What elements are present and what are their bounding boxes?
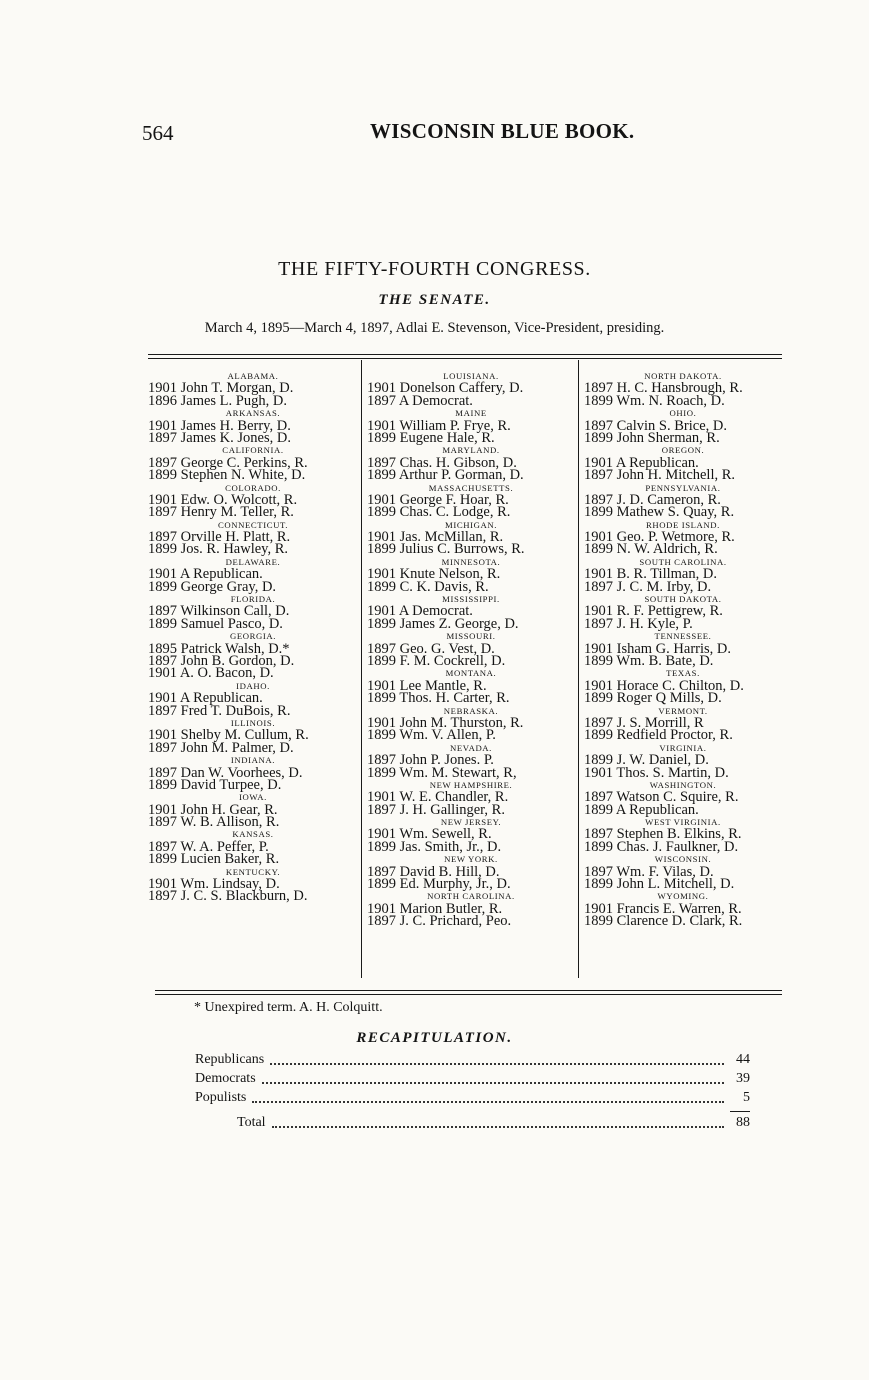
state-heading: COLORADO.	[225, 482, 281, 493]
term-expiry-year: 1901	[584, 900, 613, 917]
term-expiry-year: 1897	[148, 739, 177, 756]
senator-name: Geo. P. Wetmore, R.	[616, 529, 735, 546]
bottom-rule-inner	[155, 994, 782, 995]
senator-name: Clarence D. Clark, R.	[616, 913, 743, 930]
senator-entry	[148, 578, 358, 595]
state-heading: VERMONT.	[658, 705, 708, 716]
senator-entry	[148, 615, 358, 632]
senator-name: Chas. H. Gibson, D.	[399, 454, 517, 471]
senator-name: Eugene Hale, R.	[399, 429, 495, 446]
term-expiry-year: 1897	[584, 863, 613, 880]
senator-name: Shelby M. Cullum, R.	[180, 727, 309, 744]
senator-entry	[584, 615, 782, 632]
senator-entry	[367, 504, 575, 521]
senator-name: A Democrat.	[398, 603, 473, 620]
state-heading: INDIANA.	[230, 755, 276, 766]
state-heading: ARKANSAS.	[225, 408, 281, 419]
senator-name: Lucien Baker, R.	[180, 851, 280, 868]
term-expiry-year: 1897	[367, 801, 396, 818]
term-expiry-year: 1901	[584, 454, 613, 471]
term-expiry-year: 1901	[148, 566, 177, 583]
senator-name: Marion Butler, R.	[399, 900, 503, 917]
senator-name: Wm. F. Vilas, D.	[616, 863, 714, 880]
state-heading: OHIO.	[669, 408, 697, 419]
state-heading: CONNECTICUT.	[217, 519, 289, 530]
term-expiry-year: 1897	[367, 863, 396, 880]
senator-entry	[367, 467, 575, 484]
state-heading: GEORGIA.	[229, 631, 277, 642]
term-expiry-year: 1899	[367, 578, 396, 595]
senator-name: Donelson Caffery, D.	[399, 380, 524, 397]
term-expiry-year: 1897	[148, 529, 177, 546]
term-expiry-year: 1895	[148, 640, 177, 657]
term-expiry-year: 1899	[367, 615, 396, 632]
senator-entry	[584, 764, 782, 781]
senator-name: Thos. H. Carter, R.	[399, 690, 510, 707]
senator-name: Francis E. Warren, R.	[616, 900, 742, 917]
term-expiry-year: 1901	[367, 417, 396, 434]
term-expiry-year: 1897	[148, 764, 177, 781]
senator-name: W. A. Peffer, P.	[180, 838, 269, 855]
senator-entry	[367, 392, 575, 409]
term-expiry-year: 1899	[367, 541, 396, 558]
term-expiry-year: 1901	[148, 876, 177, 893]
term-expiry-year: 1901	[148, 417, 177, 434]
term-expiry-year: 1899	[148, 578, 177, 595]
senator-name: A Republican.	[179, 690, 263, 707]
senator-name: Ed. Murphy, Jr., D.	[399, 876, 511, 893]
state-heading: RHODE ISLAND.	[646, 519, 720, 530]
term-expiry-year: 1899	[367, 652, 396, 669]
senator-name: F. M. Cockrell, D.	[399, 652, 506, 669]
term-expiry-year: 1899	[584, 801, 613, 818]
term-expiry-year: 1899	[367, 764, 396, 781]
senator-name: Roger Q Mills, D.	[616, 690, 722, 707]
senator-name: J. H. Kyle, P.	[616, 615, 693, 632]
senator-name: H. C. Hansbrough, R.	[616, 380, 743, 397]
senator-name: Stephen B. Elkins, R.	[616, 826, 742, 843]
senator-name: George C. Perkins, R.	[180, 454, 308, 471]
state-heading: MISSOURI.	[446, 631, 496, 642]
senator-name: Stephen N. White, D.	[180, 467, 306, 484]
senator-name: J. C. Prichard, Peo.	[399, 913, 512, 930]
state-heading: SOUTH CAROLINA.	[639, 556, 727, 567]
senator-entry	[148, 702, 358, 719]
term-expiry-year: 1901	[148, 801, 177, 818]
state-heading: SOUTH DAKOTA.	[644, 594, 722, 605]
page-number: 564	[142, 121, 174, 145]
state-heading: NORTH CAROLINA.	[427, 891, 515, 902]
senator-name: George Gray, D.	[180, 578, 277, 595]
term-expiry-year: 1897	[367, 913, 396, 930]
state-heading: MARYLAND.	[442, 445, 500, 456]
term-expiry-year: 1899	[584, 392, 613, 409]
senator-name: Watson C. Squire, R.	[616, 789, 739, 806]
term-expiry-year: 1899	[367, 727, 396, 744]
term-expiry-year: 1899	[148, 776, 177, 793]
senator-entry	[584, 578, 782, 595]
senator-name: John M. Palmer, D.	[180, 739, 294, 756]
senator-entry	[584, 541, 782, 558]
term-expiry-year: 1899	[584, 541, 613, 558]
senator-name: John M. Thurston, R.	[399, 714, 524, 731]
term-expiry-year: 1897	[584, 491, 613, 508]
senator-name: John P. Jones. P.	[399, 752, 494, 769]
state-heading: NEW JERSEY.	[440, 817, 502, 828]
senator-name: W. B. Allison, R.	[180, 814, 280, 831]
senator-entry	[367, 801, 575, 818]
state-heading: WYOMING.	[657, 891, 709, 902]
term-expiry-year: 1897	[584, 826, 613, 843]
senator-entry	[367, 727, 575, 744]
senator-entry	[584, 913, 782, 930]
senator-entry	[367, 838, 575, 855]
term-expiry-year: 1897	[584, 714, 613, 731]
recapitulation-heading: RECAPITULATION.	[356, 1030, 513, 1046]
senator-name: Jos. R. Hawley, R.	[180, 541, 289, 558]
senator-name: B. R. Tillman, D.	[616, 566, 717, 583]
state-heading: VIRGINIA.	[659, 742, 707, 753]
state-heading: MONTANA.	[445, 668, 497, 679]
senator-entry	[584, 876, 782, 893]
senator-name: Wm. Lindsay, D.	[180, 876, 280, 893]
recap-value: 5	[743, 1090, 750, 1105]
leader-dots	[262, 1082, 724, 1084]
term-expiry-year: 1897	[584, 380, 613, 397]
section-heading-senate: THE SENATE.	[378, 292, 491, 308]
senator-name: A Republican.	[615, 454, 699, 471]
state-heading: IOWA.	[239, 792, 267, 803]
senators-column-2	[367, 370, 575, 928]
senator-entry	[148, 541, 358, 558]
term-expiry-year: 1897	[584, 789, 613, 806]
senator-name: A. O. Bacon, D.	[179, 665, 274, 682]
term-expiry-year: 1899	[584, 838, 613, 855]
term-expiry-year: 1901	[367, 789, 396, 806]
senator-name: Wm. M. Stewart, R,	[399, 764, 517, 781]
senator-name: John T. Morgan, D.	[180, 380, 294, 397]
state-heading: MISSISSIPPI.	[442, 594, 500, 605]
senator-entry	[584, 504, 782, 521]
senator-name: David B. Hill, D.	[399, 863, 500, 880]
term-line: March 4, 1895—March 4, 1897, Adlai E. Stevenson, Vice-President, presiding.	[204, 320, 665, 336]
term-expiry-year: 1897	[148, 504, 177, 521]
top-rule-inner	[148, 358, 782, 359]
term-expiry-year: 1897	[148, 702, 177, 719]
senator-entry	[367, 690, 575, 707]
term-expiry-year: 1899	[584, 504, 613, 521]
senator-name: John H. Gear, R.	[180, 801, 278, 818]
state-heading: MASSACHUSETTS.	[428, 482, 514, 493]
senator-entry	[367, 764, 575, 781]
senator-name: Samuel Pasco, D.	[180, 615, 283, 632]
senator-entry	[367, 615, 575, 632]
senator-name: Wilkinson Call, D.	[180, 603, 290, 620]
state-heading: NEVADA.	[450, 742, 492, 753]
term-expiry-year: 1899	[367, 690, 396, 707]
term-expiry-year: 1901	[584, 603, 613, 620]
leader-dots	[270, 1063, 724, 1065]
senator-name: Lee Mantle, R.	[399, 677, 487, 694]
term-expiry-year: 1901	[584, 640, 613, 657]
state-heading: NORTH DAKOTA.	[644, 371, 722, 381]
running-title: WISCONSIN BLUE BOOK.	[370, 119, 635, 143]
senator-entry	[148, 504, 358, 521]
term-expiry-year: 1897	[584, 578, 613, 595]
senator-name: Wm. B. Bate, D.	[616, 652, 714, 669]
state-heading: WISCONSIN.	[654, 854, 712, 865]
senator-entry	[367, 541, 575, 558]
term-expiry-year: 1897	[148, 888, 177, 905]
term-expiry-year: 1899	[148, 541, 177, 558]
senator-name: George F. Hoar, R.	[399, 491, 509, 508]
senator-entry	[367, 876, 575, 893]
term-expiry-year: 1899	[367, 838, 396, 855]
term-expiry-year: 1901	[367, 603, 396, 620]
senator-entry	[584, 801, 782, 818]
state-heading: NEBRASKA.	[443, 705, 499, 716]
term-expiry-year: 1897	[148, 454, 177, 471]
senator-entry	[584, 727, 782, 744]
term-expiry-year: 1899	[367, 876, 396, 893]
term-expiry-year: 1901	[584, 677, 613, 694]
senator-name: C. K. Davis, R.	[399, 578, 489, 595]
term-expiry-year: 1897	[367, 640, 396, 657]
bottom-rule-outer	[155, 990, 782, 991]
term-expiry-year: 1901	[584, 529, 613, 546]
state-heading: FLORIDA.	[230, 594, 276, 605]
top-rule-outer	[148, 354, 782, 355]
senator-name: John B. Gordon, D.	[180, 652, 295, 669]
state-heading: MAINE	[455, 408, 487, 419]
senators-column-3	[584, 370, 782, 928]
senator-name: Chas. J. Faulkner, D.	[616, 838, 739, 855]
senator-name: James H. Berry, D.	[180, 417, 291, 434]
state-heading: TEXAS.	[666, 668, 700, 679]
senator-name: J. D. Cameron, R.	[616, 491, 721, 508]
senator-name: John Sherman, R.	[616, 429, 720, 446]
senator-name: A Republican.	[179, 566, 263, 583]
senator-name: J. C. M. Irby, D.	[616, 578, 712, 595]
term-expiry-year: 1899	[584, 652, 613, 669]
senator-name: J. H. Gallinger, R.	[399, 801, 505, 818]
state-heading: ILLINOIS.	[230, 717, 276, 728]
recap-value: 39	[736, 1071, 750, 1086]
state-heading: MINNESOTA.	[441, 556, 501, 567]
senator-entry	[367, 429, 575, 446]
senator-name: Wm. Sewell, R.	[399, 826, 492, 843]
senator-name: Calvin S. Brice, D.	[616, 417, 727, 434]
senator-name: Fred T. DuBois, R.	[180, 702, 291, 719]
senator-entry	[148, 851, 358, 868]
senator-entry	[148, 776, 358, 793]
senator-name: Henry M. Teller, R.	[180, 504, 294, 521]
total-rule	[730, 1111, 750, 1112]
term-expiry-year: 1897	[584, 417, 613, 434]
recap-label: Democrats	[195, 1071, 256, 1086]
senator-name: Julius C. Burrows, R.	[399, 541, 525, 558]
term-expiry-year: 1899	[367, 429, 396, 446]
term-expiry-year: 1901	[367, 380, 396, 397]
term-expiry-year: 1899	[367, 504, 396, 521]
term-expiry-year: 1899	[584, 913, 613, 930]
state-heading: OREGON.	[661, 445, 705, 456]
senator-name: Thos. S. Martin, D.	[616, 764, 729, 781]
state-heading: TENNESSEE.	[654, 631, 712, 642]
senator-entry	[148, 739, 358, 756]
senator-entry	[148, 888, 358, 905]
term-expiry-year: 1901	[367, 900, 396, 917]
term-expiry-year: 1901	[367, 566, 396, 583]
term-expiry-year: 1901	[148, 665, 177, 682]
recap-total-label: Total	[237, 1115, 266, 1130]
term-expiry-year: 1899	[367, 467, 396, 484]
state-heading: WEST VIRGINIA.	[645, 817, 721, 828]
term-expiry-year: 1897	[148, 429, 177, 446]
senator-entry	[367, 913, 575, 930]
state-heading: ALABAMA.	[227, 371, 279, 381]
senator-name: Chas. C. Lodge, R.	[399, 504, 511, 521]
senator-name: J. C. S. Blackburn, D.	[180, 888, 308, 905]
senator-entry	[148, 467, 358, 484]
senator-name: J. S. Morrill, R	[616, 714, 704, 731]
term-expiry-year: 1899	[584, 429, 613, 446]
recap-row-republicans	[195, 1052, 750, 1068]
senator-entry	[584, 392, 782, 409]
term-expiry-year: 1901	[584, 566, 613, 583]
term-expiry-year: 1899	[148, 467, 177, 484]
senator-name: Knute Nelson, R.	[399, 566, 501, 583]
senator-entry	[584, 652, 782, 669]
recap-label: Republicans	[195, 1052, 265, 1067]
recap-value: 44	[736, 1052, 750, 1067]
term-expiry-year: 1899	[148, 615, 177, 632]
term-expiry-year: 1901	[367, 714, 396, 731]
senator-entry	[367, 652, 575, 669]
state-heading: KENTUCKY.	[225, 866, 281, 877]
term-expiry-year: 1901	[148, 690, 177, 707]
term-expiry-year: 1899	[584, 876, 613, 893]
senator-name: James K. Jones, D.	[180, 429, 291, 446]
term-expiry-year: 1901	[367, 677, 396, 694]
recap-row-total	[237, 1115, 750, 1131]
senator-name: Orville H. Platt, R.	[180, 529, 291, 546]
column-divider-2	[578, 360, 579, 978]
senator-entry	[584, 467, 782, 484]
senator-name: A Republican.	[615, 801, 699, 818]
term-expiry-year: 1899	[584, 690, 613, 707]
senator-name: Jas. McMillan, R.	[399, 529, 504, 546]
senator-name: Isham G. Harris, D.	[616, 640, 731, 657]
term-expiry-year: 1897	[367, 752, 396, 769]
senator-name: Wm. V. Allen, P.	[399, 727, 496, 744]
term-expiry-year: 1901	[148, 491, 177, 508]
page-title: THE FIFTY-FOURTH CONGRESS.	[278, 258, 591, 280]
term-expiry-year: 1896	[148, 392, 177, 409]
senator-name: John H. Mitchell, R.	[616, 467, 736, 484]
senator-name: Arthur P. Gorman, D.	[398, 467, 524, 484]
senator-name: Patrick Walsh, D.*	[180, 640, 290, 657]
senator-name: Jas. Smith, Jr., D.	[399, 838, 502, 855]
term-expiry-year: 1899	[584, 752, 613, 769]
term-expiry-year: 1901	[367, 491, 396, 508]
term-expiry-year: 1897	[148, 814, 177, 831]
term-expiry-year: 1897	[584, 467, 613, 484]
senator-name: James Z. George, D.	[399, 615, 519, 632]
senator-entry	[148, 814, 358, 831]
senator-name: William P. Frye, R.	[399, 417, 511, 434]
term-expiry-year: 1901	[148, 727, 177, 744]
recap-row-populists	[195, 1090, 750, 1106]
state-heading: WASHINGTON.	[649, 779, 717, 790]
senator-name: W. E. Chandler, R.	[399, 789, 509, 806]
term-expiry-year: 1897	[148, 838, 177, 855]
senator-name: Geo. G. Vest, D.	[399, 640, 495, 657]
senator-entry	[148, 392, 358, 409]
senator-entry	[584, 690, 782, 707]
term-expiry-year: 1899	[148, 851, 177, 868]
senator-entry	[148, 665, 358, 682]
senator-entry	[584, 429, 782, 446]
state-heading: IDAHO.	[236, 680, 270, 691]
senator-entry	[367, 578, 575, 595]
term-expiry-year: 1901	[367, 529, 396, 546]
term-expiry-year: 1897	[148, 652, 177, 669]
state-heading: LOUISIANA.	[443, 371, 499, 381]
senator-name: Horace C. Chilton, D.	[616, 677, 744, 694]
state-heading: NEW YORK.	[444, 854, 498, 865]
senator-name: John L. Mitchell, D.	[616, 876, 735, 893]
term-expiry-year: 1897	[367, 454, 396, 471]
column-divider-1	[361, 360, 362, 978]
state-heading: CALIFORNIA.	[222, 445, 284, 456]
recap-total-value: 88	[736, 1115, 750, 1130]
leader-dots	[272, 1126, 724, 1128]
senator-name: Edw. O. Wolcott, R.	[180, 491, 298, 508]
senator-name: Mathew S. Quay, R.	[616, 504, 735, 521]
recap-label: Populists	[195, 1090, 247, 1105]
state-heading: NEW HAMPSHIRE.	[429, 779, 513, 790]
term-expiry-year: 1899	[584, 727, 613, 744]
senator-name: Wm. N. Roach, D.	[616, 392, 725, 409]
senator-name: Redfield Proctor, R.	[616, 727, 733, 744]
leader-dots	[252, 1101, 724, 1103]
senator-name: J. W. Daniel, D.	[616, 752, 709, 769]
state-heading: KANSAS.	[232, 829, 274, 840]
term-expiry-year: 1897	[367, 392, 396, 409]
senator-name: R. F. Pettigrew, R.	[616, 603, 723, 620]
footnote: * Unexpired term. A. H. Colquitt.	[194, 1000, 383, 1015]
senators-column-1	[148, 370, 358, 903]
term-expiry-year: 1897	[584, 615, 613, 632]
state-heading: DELAWARE.	[225, 556, 281, 567]
term-expiry-year: 1901	[148, 380, 177, 397]
senator-entry	[148, 429, 358, 446]
term-expiry-year: 1901	[367, 826, 396, 843]
term-expiry-year: 1901	[584, 764, 613, 781]
recap-row-democrats	[195, 1071, 750, 1087]
state-heading: MICHIGAN.	[445, 519, 497, 530]
senator-name: A Democrat.	[398, 392, 473, 409]
term-expiry-year: 1897	[148, 603, 177, 620]
senator-entry	[584, 838, 782, 855]
senator-name: Dan W. Voorhees, D.	[180, 764, 303, 781]
senator-name: David Turpee, D.	[180, 776, 282, 793]
senator-name: N. W. Aldrich, R.	[616, 541, 718, 558]
senator-name: James L. Pugh, D.	[180, 392, 287, 409]
state-heading: PENNSYLVANIA.	[645, 482, 721, 493]
